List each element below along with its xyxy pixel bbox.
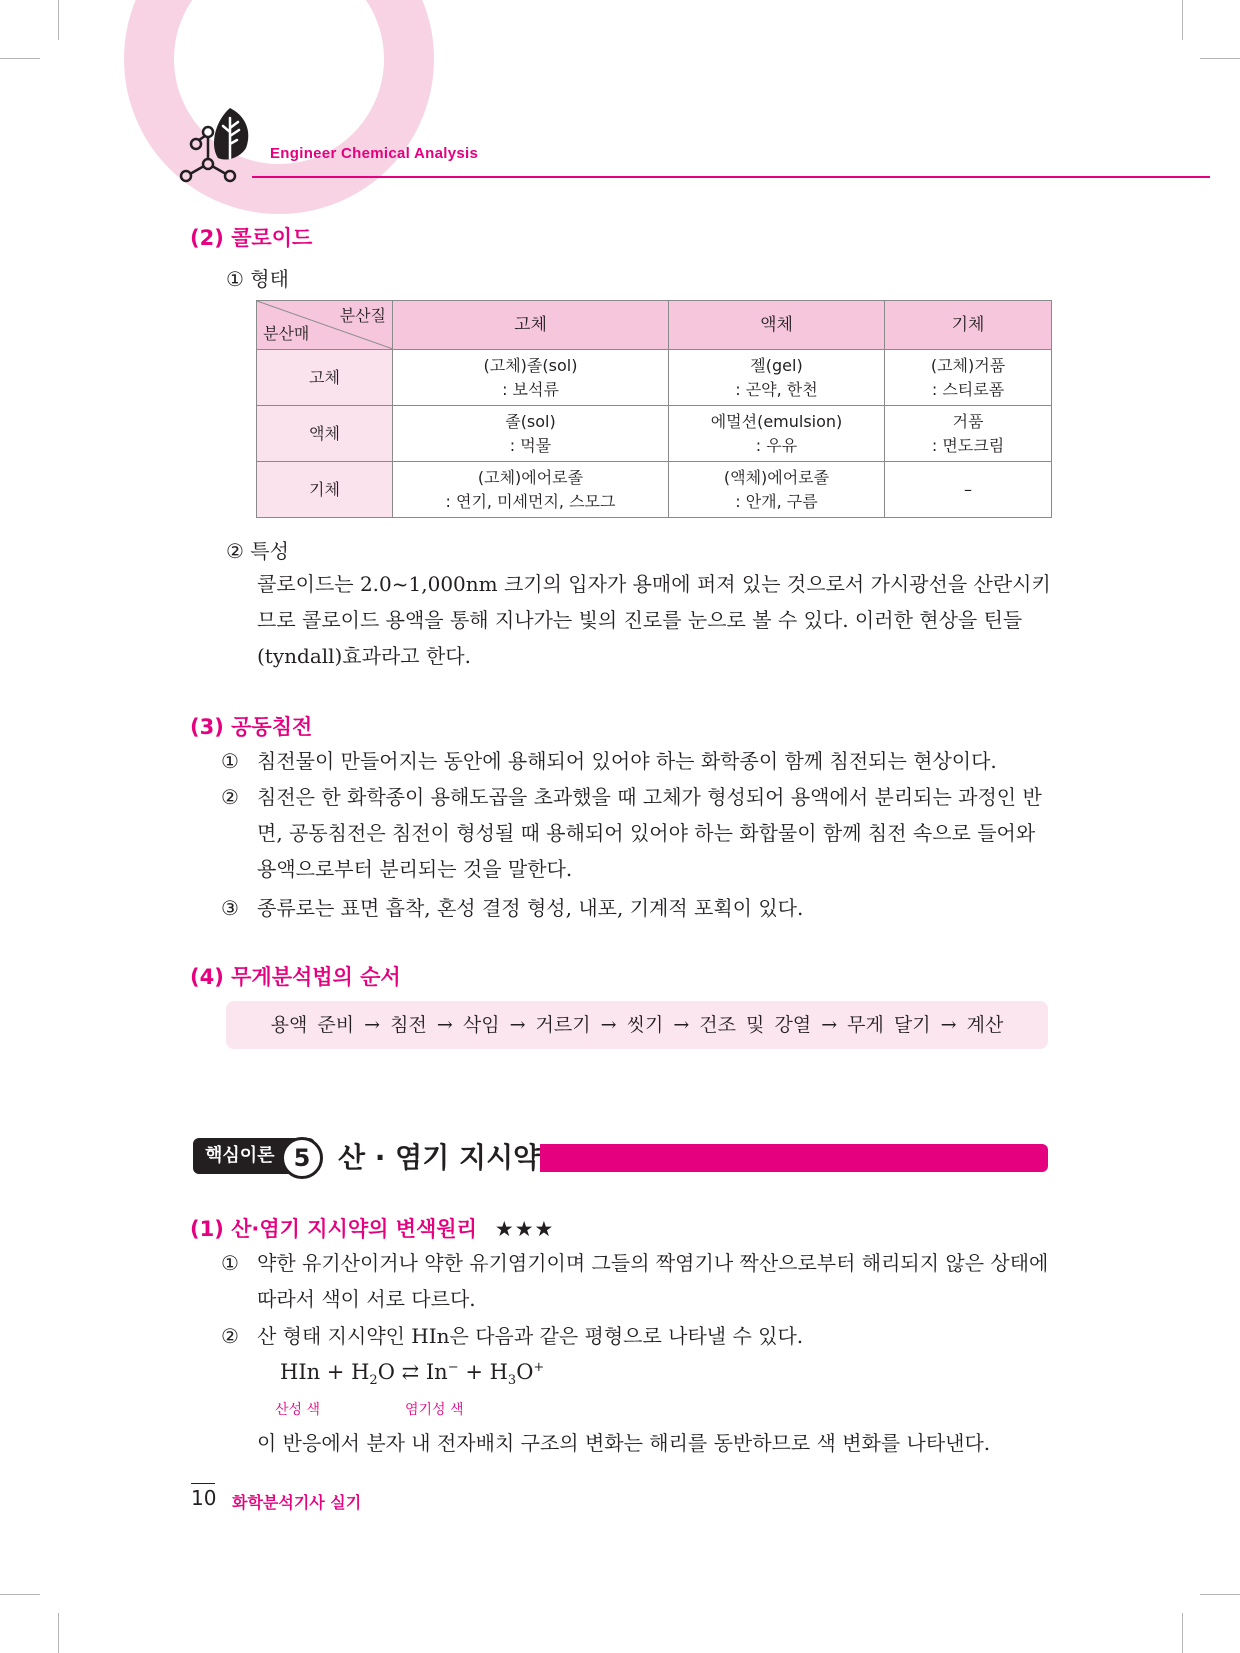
indicator-heading [190, 1213, 554, 1243]
running-header-title: Engineer Chemical Analysis [270, 145, 479, 162]
colloid-form-label: ① 형태 [226, 267, 289, 291]
coprecipitation-item-3 [221, 890, 1057, 926]
footer-book-title: 화학분석기사 실기 [232, 1493, 362, 1512]
item-number: ② [221, 785, 239, 809]
cell-line: 졸(sol) [505, 411, 556, 431]
table-cell [393, 462, 669, 518]
table-cell [885, 462, 1052, 518]
cell-line: : 보석류 [502, 379, 559, 399]
crop-mark [58, 1613, 59, 1653]
column-header: 액체 [669, 301, 885, 350]
equation-subscript: 2 [369, 1373, 378, 1389]
item-number: ② [221, 1324, 239, 1348]
equation-superscript: − [447, 1360, 459, 1375]
cell-line: : 먹물 [509, 435, 552, 455]
table-cell [393, 350, 669, 406]
text-line: 따라서 색이 서로 다르다. [257, 1287, 476, 1311]
cell-line: : 면도크림 [931, 435, 1005, 455]
equation-part: O [516, 1360, 534, 1384]
indicator-equilibrium-equation [280, 1360, 544, 1388]
column-header: 고체 [393, 301, 669, 350]
item-number: ① [221, 1251, 239, 1275]
text-line: 산 형태 지시약인 HIn은 다음과 같은 평형으로 나타낼 수 있다. [257, 1324, 804, 1348]
crop-mark [0, 58, 40, 59]
crop-mark [1200, 58, 1240, 59]
equation-superscript: + [533, 1360, 545, 1375]
indicator-conclusion: 이 반응에서 분자 내 전자배치 구조의 변화는 해리를 동반하므로 색 변화를 나타낸다. [257, 1431, 991, 1455]
cell-line: – [964, 479, 972, 499]
core-theory-number: 5 [281, 1137, 323, 1179]
coprecipitation-item-1 [221, 743, 1057, 779]
text-line: 용액으로부터 분리되는 것을 말한다. [257, 857, 573, 881]
colloid-table [256, 300, 1052, 518]
cell-line: (고체)에어로졸 [477, 467, 584, 487]
item-number: ③ [221, 896, 239, 920]
equilibrium-arrow-icon: ⇄ [401, 1360, 420, 1384]
core-theory-title: 산 · 염기 지시약 [338, 1141, 541, 1174]
row-header: 액체 [257, 406, 393, 462]
core-theory-bar [540, 1144, 1048, 1172]
equation-part: In [425, 1360, 448, 1384]
column-header: 기체 [885, 301, 1052, 350]
colloid-property-text [257, 566, 1057, 674]
table-cell [885, 350, 1052, 406]
table-cell [669, 462, 885, 518]
cell-line: : 안개, 구름 [735, 491, 818, 511]
item-number: ① [221, 749, 239, 773]
row-header: 기체 [257, 462, 393, 518]
table-cell [885, 406, 1052, 462]
table-cell [393, 406, 669, 462]
header-decoration-ring [124, 0, 434, 214]
crop-mark [1182, 0, 1183, 40]
equation-part: O [377, 1360, 395, 1384]
cell-line: : 우유 [755, 435, 798, 455]
cell-line: (고체)거품 [930, 355, 1006, 375]
base-color-label: 염기성 색 [405, 1402, 464, 1418]
text-line: 약한 유기산이거나 약한 유기염기이며 그들의 짝염기나 짝산으로부터 해리되지 않은 상태에 [257, 1251, 1049, 1275]
importance-stars: ★★★ [494, 1217, 555, 1241]
cell-line: (액체)에어로졸 [723, 467, 830, 487]
table-cell [669, 350, 885, 406]
text-line: 종류로는 표면 흡착, 혼성 결정 형성, 내포, 기계적 포획이 있다. [257, 896, 804, 920]
footer-rule [191, 1483, 215, 1484]
text-line: 므로 콜로이드 용액을 통해 지나가는 빛의 진로를 눈으로 볼 수 있다. 이러한 현상을 틴들 [257, 608, 1023, 632]
equation-part: HIn + H [280, 1360, 370, 1384]
text-line: (tyndall)효과라고 한다. [257, 644, 471, 668]
colloid-heading: (2) 콜로이드 [190, 226, 313, 250]
indicator-item-2 [221, 1318, 1057, 1354]
equation-part: + H [465, 1360, 508, 1384]
colloid-property-label: ② 특성 [226, 539, 289, 563]
corner-label-dispersed-phase: 분산질 [339, 306, 386, 325]
core-theory-badge: 핵심이론 [193, 1138, 315, 1174]
table-row [257, 462, 1052, 518]
gravimetric-heading: (4) 무게분석법의 순서 [190, 965, 401, 989]
table-row [257, 350, 1052, 406]
cell-line: 거품 [952, 411, 984, 431]
header-rule [252, 176, 1210, 178]
text-line: 콜로이드는 2.0~1,000nm 크기의 입자가 용매에 퍼져 있는 것으로서 가시광선을 산란시키 [257, 572, 1051, 596]
cell-line: : 스티로폼 [931, 379, 1005, 399]
indicator-item-1 [221, 1245, 1057, 1317]
coprecipitation-item-2 [221, 779, 1057, 887]
table-cell [669, 406, 885, 462]
acid-color-label: 산성 색 [275, 1402, 321, 1418]
cell-line: 젤(gel) [750, 355, 803, 375]
leaf-molecule-logo-icon [176, 102, 262, 184]
table-row [257, 406, 1052, 462]
text-line: 면, 공동침전은 침전이 형성될 때 용해되어 있어야 하는 화합물이 함께 침전 속으로 들어와 [257, 821, 1036, 845]
text-line: 침전물이 만들어지는 동안에 용해되어 있어야 하는 화학종이 함께 침전되는 현상이다. [257, 749, 997, 773]
indicator-heading-text: (1) 산·염기 지시약의 변색원리 [190, 1217, 477, 1241]
table-header-row [257, 301, 1052, 350]
text-line: 침전은 한 화학종이 용해도곱을 초과했을 때 고체가 형성되어 용액에서 분리되는 과정인 반 [257, 785, 1042, 809]
cell-line: : 곤약, 한천 [735, 379, 818, 399]
crop-mark [0, 1594, 40, 1595]
crop-mark [1200, 1594, 1240, 1595]
cell-line: (고체)졸(sol) [483, 355, 578, 375]
page-number: 10 [191, 1486, 217, 1510]
cell-line: 에멀션(emulsion) [710, 411, 843, 431]
corner-label-dispersion-medium: 분산매 [263, 324, 310, 343]
cell-line: : 연기, 미세먼지, 스모그 [445, 491, 616, 511]
crop-mark [1182, 1613, 1183, 1653]
equation-subscript: 3 [507, 1373, 517, 1389]
gravimetric-flow-box: 용액 준비 → 침전 → 삭임 → 거르기 → 씻기 → 건조 및 강열 → 무게 달기 → 계산 [226, 1001, 1048, 1049]
coprecipitation-heading: (3) 공동침전 [190, 715, 313, 739]
crop-mark [58, 0, 59, 40]
table-corner-cell [257, 301, 393, 350]
row-header: 고체 [257, 350, 393, 406]
